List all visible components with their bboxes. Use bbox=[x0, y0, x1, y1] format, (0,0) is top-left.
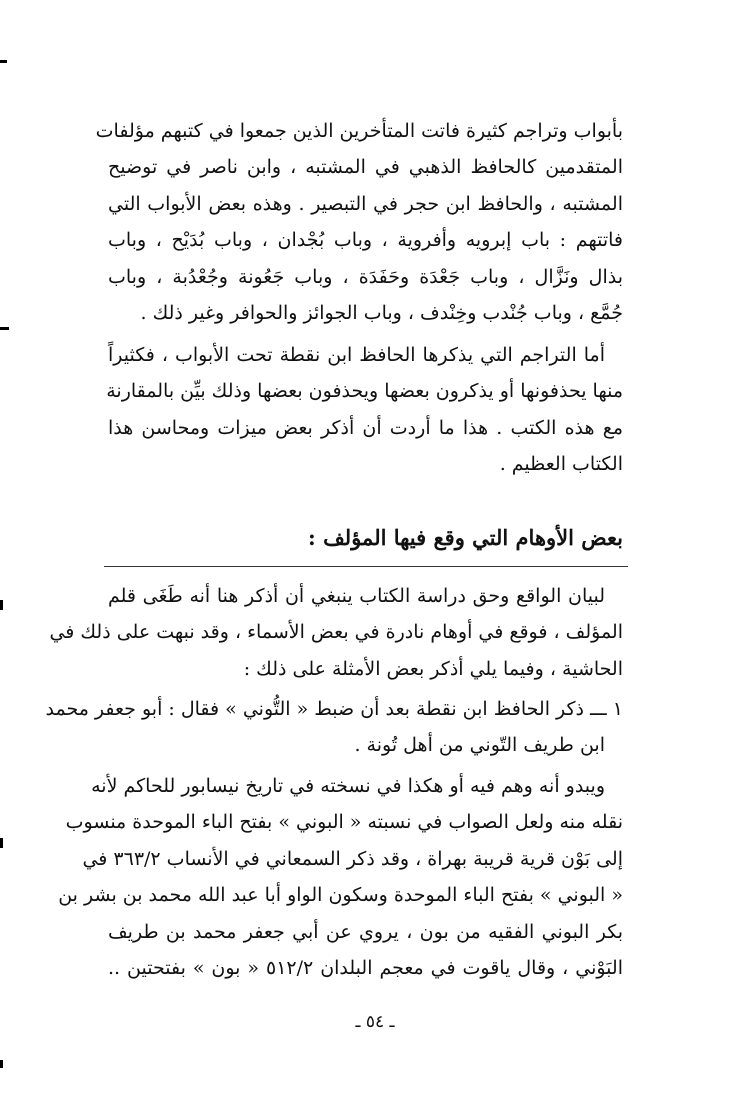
edge-mark bbox=[0, 838, 3, 848]
edge-mark bbox=[0, 600, 3, 610]
text-line: الكتاب العظيم . bbox=[499, 453, 623, 476]
edge-mark bbox=[0, 327, 9, 330]
text-line: نقله منه ولعل الصواب في نسبته « البوني » بفتح الباء الموحدة منسوب bbox=[65, 811, 623, 834]
text-line: ابن طريف التّوني من أهل تُونة . bbox=[354, 734, 605, 757]
paragraph-2 bbox=[108, 337, 623, 483]
paragraph-1 bbox=[95, 113, 623, 331]
divider bbox=[104, 566, 628, 567]
text-line: ويبدو أنه وهم فيه أو هكذا في نسخته في تاريخ نيسابور للحاكم لأنه bbox=[91, 775, 605, 797]
text-line: المتقدمين كالحافظ الذهبي في المشتبه ، وابن ناصر في توضيح bbox=[108, 156, 623, 179]
text-line: الحاشية ، وفيما يلي أذكر بعض الأمثلة على ذلك : bbox=[243, 657, 623, 680]
text-line: ١ ـــ ذكر الحافظ ابن نقطة بعد أن ضبط « التُّوني » فقال : أبو جعفر محمد bbox=[45, 698, 623, 720]
text-line: مع هذه الكتب . هذا ما أردت أن أذكر بعض ميزات ومحاسن هذا bbox=[108, 416, 623, 439]
text-line: إلى بَوْن قرية قريبة بهراة ، وقد ذكر السمعاني في الأنساب ٣٦٣/٢ في bbox=[82, 847, 623, 870]
paragraph-5 bbox=[58, 768, 623, 986]
paragraph-4 bbox=[45, 691, 623, 764]
page-number: ـ ٥٤ ـ bbox=[355, 1012, 395, 1032]
text-line: بأبواب وتراجم كثيرة فاتت المتأخرين الذين جمعوا في كتبهم مؤلفات bbox=[95, 120, 623, 142]
text-line: المؤلف ، فوقع في أوهام نادرة في بعض الأسماء ، وقد نبهت على ذلك في bbox=[49, 621, 623, 644]
paragraph-3 bbox=[49, 578, 623, 687]
text-line: المشتبه ، والحافظ ابن حجر في التبصير . وهذه بعض الأبواب التي bbox=[108, 192, 623, 215]
edge-mark bbox=[0, 1060, 3, 1068]
text-line: لبيان الواقع وحق دراسة الكتاب ينبغي أن أذكر هنا أنه طَغَى قلم bbox=[108, 585, 605, 607]
text-line: البَوْني ، وقال ياقوت في معجم البلدان ٥١٢/٢ « بون » بفتحتين .. bbox=[108, 956, 623, 979]
text-line: بذال ونَزَّال ، وباب جَعْدَة وحَفَدَة ، وباب جَعُونة وجُعْدُبة ، وباب bbox=[108, 265, 623, 288]
edge-mark bbox=[0, 60, 7, 63]
text-line: فاتتهم : باب إبرويه وأفروية ، وباب بُجْدان ، وباب بُدَيْح ، وباب bbox=[108, 229, 623, 252]
text-line: جُمَّع ، وباب جُنْدب وخِنْدف ، وباب الجوائز والحوافر وغير ذلك . bbox=[140, 301, 623, 324]
text-line: أما التراجم التي يذكرها الحافظ ابن نقطة تحت الأبواب ، فكثيراً bbox=[108, 344, 605, 366]
text-line: بكر البوني الفقيه من بون ، يروي عن أبي جعفر محمد بن طريف bbox=[108, 920, 623, 943]
text-line: « البوني » بفتح الباء الموحدة وسكون الواو أبا عبد الله محمد بن بشر بن bbox=[58, 884, 623, 907]
text-line: منها يحذفونها أو يذكرون بعضها ويحذفون بعضها وذلك بيِّن بالمقارنة bbox=[106, 380, 623, 403]
section-heading: بعض الأوهام التي وقع فيها المؤلف : bbox=[308, 525, 623, 550]
